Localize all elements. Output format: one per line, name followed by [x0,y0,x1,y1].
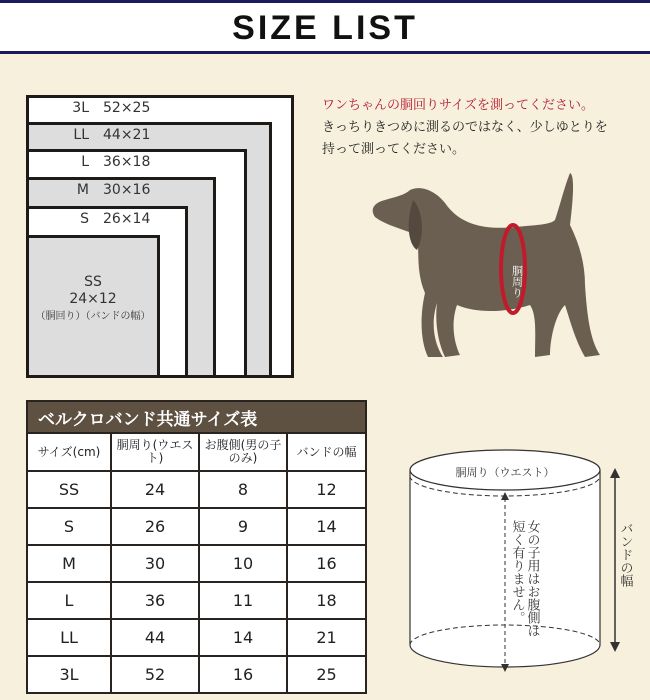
dog-silhouette [373,173,600,357]
col-header: お腹側(男の子のみ) [199,433,287,471]
table-cell: 9 [199,508,287,545]
table-cell: 36 [111,582,199,619]
table-cell: 25 [287,656,366,693]
table-cell: 16 [287,545,366,582]
instructions [322,95,608,161]
size-label: LL [73,127,89,143]
table-cell: 18 [287,582,366,619]
table-cell: 10 [199,545,287,582]
table-cell: 24 [111,471,199,508]
table-cell: 3L [27,656,111,693]
table-cell: LL [27,619,111,656]
table-cell: L [27,582,111,619]
table-row [27,582,366,619]
table-caption: ベルクロバンド共通サイズ表 [27,401,366,433]
size-dims: 30×16 [103,182,151,198]
size-table [26,400,367,694]
size-dims: 52×25 [103,100,151,116]
dog-illustration [365,165,625,375]
instruction-text: 持って測ってください。 [322,142,466,157]
table-cell: 16 [199,656,287,693]
size-dims: 44×21 [103,127,151,143]
dog-label: 胴周り [510,265,524,298]
size-note: （胴回り）（バンドの幅） [35,311,151,322]
size-label: M [76,182,89,198]
size-dims: 26×14 [103,211,151,227]
table-cell: 8 [199,471,287,508]
band-cylinder-diagram [400,440,650,690]
table-cell: 14 [287,508,366,545]
waist-label: 胴周り（ウエスト） [455,466,555,479]
table-row [27,545,366,582]
table-cell: 30 [111,545,199,582]
table-cell: 52 [111,656,199,693]
table-cell: 12 [287,471,366,508]
girls-note: 女の子用はお腹側は [524,520,540,637]
col-header: 胴周り(ウエスト) [111,433,199,471]
table-cell: SS [27,471,111,508]
table-cell: 44 [111,619,199,656]
table-row [27,619,366,656]
instruction-text: きっちりきつめに測るのではなく、少しゆとりを [322,120,608,135]
page-title: SIZE LIST [232,9,418,47]
table-cell: 26 [111,508,199,545]
box-ss [26,235,160,378]
size-label: SS [84,274,102,290]
size-label: L [81,154,89,170]
col-header: バンドの幅 [287,433,366,471]
size-dims: 24×12 [69,291,117,307]
col-header: サイズ(cm) [27,433,111,471]
size-label: 3L [72,100,89,116]
table-row [27,656,366,693]
table-cell: M [27,545,111,582]
band-width-label: バンドの幅 [617,522,633,587]
girls-note: 短く有りません。 [509,520,525,624]
size-dims: 36×18 [103,154,151,170]
instruction-heading: ワンちゃんの胴回りサイズを測ってください。 [322,98,594,113]
size-label: S [80,211,89,227]
table-cell: 11 [199,582,287,619]
table-row [27,471,366,508]
table-cell: 21 [287,619,366,656]
table-cell: 14 [199,619,287,656]
table-header-row [27,433,366,471]
table-cell: S [27,508,111,545]
title-banner [0,0,650,54]
table-row [27,508,366,545]
